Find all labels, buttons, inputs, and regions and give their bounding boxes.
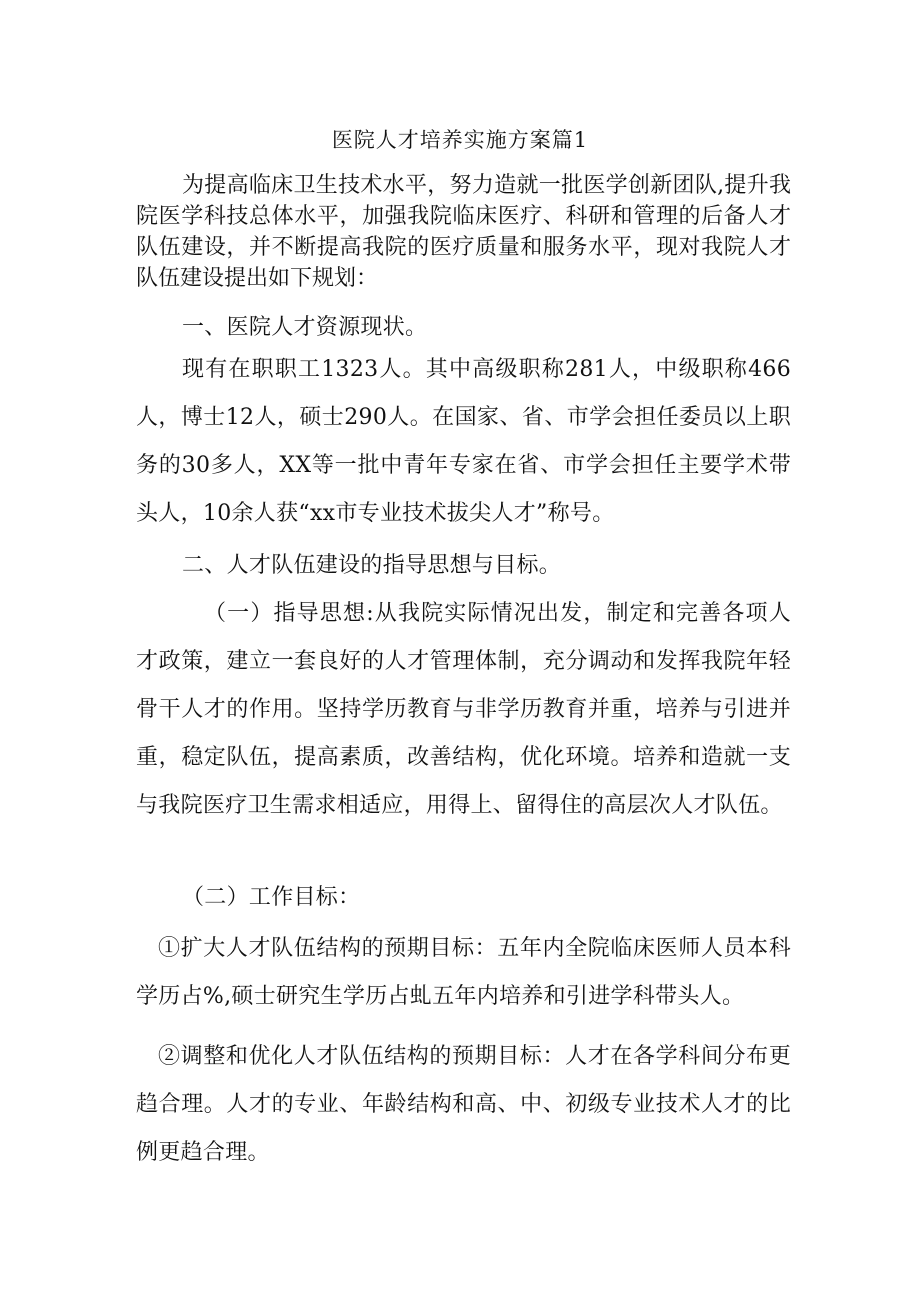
section2-heading: 二、人才队伍建设的指导思想与目标。 [182,553,562,578]
section2-goals-heading: （二）工作目标： [182,885,361,910]
goal-2-paragraph: ②调整和优化人才队伍结构的预期目标：人才在各学科间分布更趋合理。人才的专业、年龄结构和高、中、初级专业技术人才的比例更趋合理。 [136,1044,791,1165]
goal-1-paragraph: ①扩大人才队伍结构的预期目标：五年内全院临床医师人员本科学历占%,硕士研究生学历占虬五年内培养和引进学科带头人。 [136,936,791,1009]
section1-heading: 一、医院人才资源现状。 [182,315,428,340]
intro-paragraph: 为提高临床卫生技术水平，努力造就一批医学创新团队,提升我院医学科技总体水平，加强我院临床医疗、科研和管理的后备人才队伍建设，并不断提高我院的医疗质量和服务水平，现对我院人才队伍建设提出如下规划： [136,173,791,291]
section1-body: 现有在职职工1323人。其中高级职称281人，中级职称466人，博士12人，硕士290人。在国家、省、市学会担任委员以上职务的30多人，XX等一批中青年专家在省、市学会担任主要学术带头人，10余人获“xx市专业技术拔尖人才”称号。 [136,357,791,526]
document-title: 医院人才培养实施方案篇1 [331,128,589,152]
section2-guiding-thought: （一）指导思想:从我院实际情况出发，制定和完善各项人才政策，建立一套良好的人才管理体制，充分调动和发挥我院年轻骨干人才的作用。坚持学历教育与非学历教育并重，培养与引进并重，稳定队伍，提高素质，改善结构，优化环境。培养和造就一支与我院医疗卫生需求相适应，用得上、留得住的高层次人才队伍。 [136,601,791,818]
